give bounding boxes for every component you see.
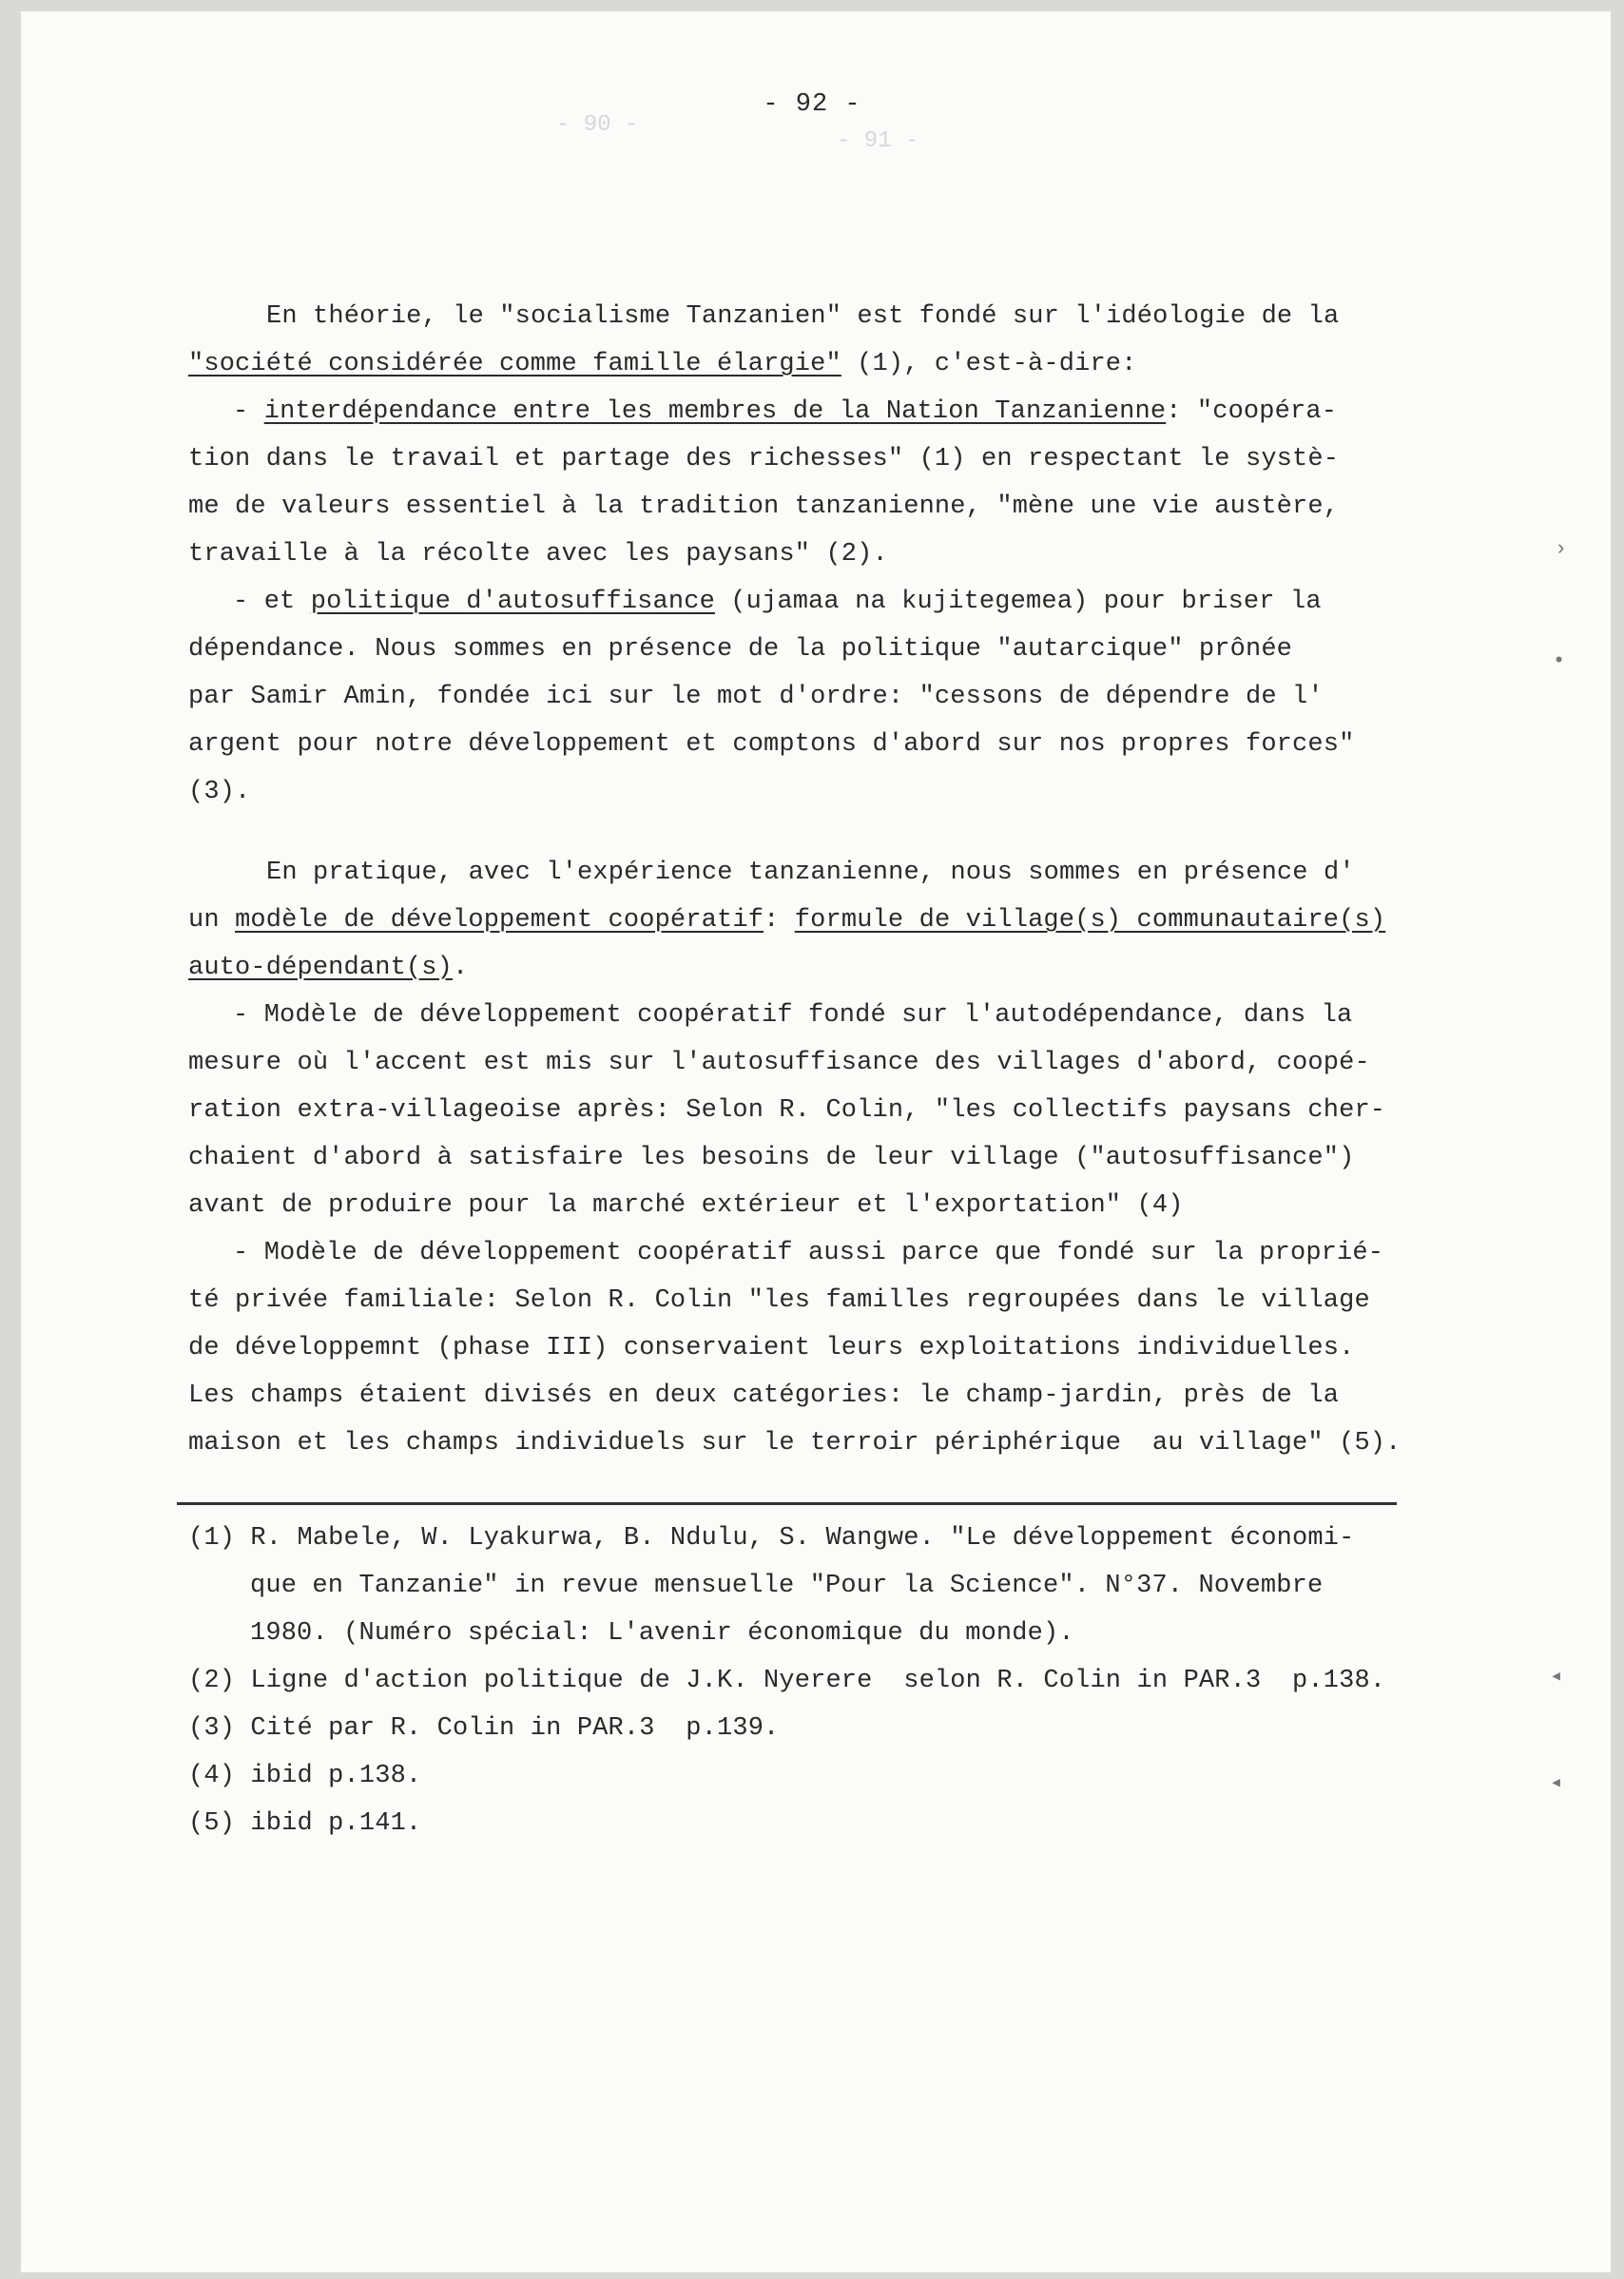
margin-speck: •	[1553, 649, 1566, 673]
footnote: (4) ibid p.138.	[188, 1762, 422, 1790]
body-line: de développemnt (phase III) conservaient leurs exploitations individuelles.	[188, 1334, 1355, 1362]
margin-speck: ◂	[1550, 1665, 1563, 1689]
underlined-term: politique d'autosuffisance	[310, 588, 715, 616]
body-line: En pratique, avec l'expérience tanzanienne, nous sommes en présence d'	[266, 859, 1355, 887]
body-line: - et politique d'autosuffisance (ujamaa na kujitegemea) pour briser la	[233, 588, 1322, 616]
body-line: tion dans le travail et partage des richesses" (1) en respectant le systè-	[188, 445, 1340, 473]
margin-speck: ›	[1555, 537, 1568, 561]
body-line: (3).	[188, 778, 251, 806]
body-line: travaille à la récolte avec les paysans" (2).	[188, 540, 888, 569]
body-line: dépendance. Nous sommes en présence de la politique "autarcique" prônée	[188, 635, 1293, 664]
underlined-term: "société considérée comme famille élargie"	[188, 350, 841, 378]
bleed-through-page-number: - 91 -	[837, 128, 919, 154]
body-line: - Modèle de développement coopératif aussi parce que fondé sur la proprié-	[233, 1239, 1384, 1267]
body-line: - Modèle de développement coopératif fondé sur l'autodépendance, dans la	[233, 1001, 1353, 1030]
margin-speck: ◂	[1550, 1771, 1563, 1795]
page-number: - 92 -	[763, 90, 861, 119]
body-line: té privée familiale: Selon R. Colin "les familles regroupées dans le village	[188, 1286, 1370, 1315]
underlined-term: interdépendance entre les membres de la Nation Tanzanienne	[263, 397, 1167, 426]
body-line: maison et les champs individuels sur le terroir périphérique au village" (5).	[188, 1429, 1402, 1458]
footnote: (1) R. Mabele, W. Lyakurwa, B. Ndulu, S. Wangwe. "Le développement économi-	[188, 1524, 1355, 1553]
body-line: argent pour notre développement et comptons d'abord sur nos propres forces"	[188, 730, 1355, 759]
body-line: - interdépendance entre les membres de la Nation Tanzanienne: "coopéra-	[233, 397, 1338, 426]
footnote: (3) Cité par R. Colin in PAR.3 p.139.	[188, 1714, 780, 1743]
underlined-term: modèle de développement coopératif	[235, 906, 764, 935]
body-line: avant de produire pour la marché extérieur et l'exportation" (4)	[188, 1191, 1184, 1220]
footnote: que en Tanzanie" in revue mensuelle "Pour la Science". N°37. Novembre	[250, 1572, 1324, 1600]
bleed-through-page-number: - 90 -	[556, 112, 639, 138]
body-line: auto-dépendant(s).	[188, 954, 469, 982]
body-line: chaient d'abord à satisfaire les besoins de leur village ("autosuffisance")	[188, 1144, 1355, 1172]
footnote: 1980. (Numéro spécial: L'avenir économique du monde).	[250, 1619, 1074, 1648]
footnote: (2) Ligne d'action politique de J.K. Nyerere selon R. Colin in PAR.3 p.138.	[188, 1667, 1386, 1695]
body-line: par Samir Amin, fondée ici sur le mot d'ordre: "cessons de dépendre de l'	[188, 683, 1324, 711]
underlined-term: auto-dépendant(s)	[188, 954, 453, 982]
body-line: "société considérée comme famille élargie" (1), c'est-à-dire:	[188, 350, 1137, 378]
body-line: mesure où l'accent est mis sur l'autosuffisance des villages d'abord, coopé-	[188, 1049, 1370, 1077]
footnote: (5) ibid p.141.	[188, 1809, 422, 1838]
body-line: En théorie, le "socialisme Tanzanien" est fondé sur l'idéologie de la	[266, 302, 1340, 331]
body-line: me de valeurs essentiel à la tradition tanzanienne, "mène une vie austère,	[188, 492, 1340, 521]
body-line: un modèle de développement coopératif: formule de village(s) communautaire(s)	[188, 906, 1386, 935]
underlined-term: formule de village(s) communautaire(s)	[794, 906, 1386, 935]
body-line: Les champs étaient divisés en deux catégories: le champ-jardin, près de la	[188, 1381, 1340, 1410]
body-line: ration extra-villageoise après: Selon R. Colin, "les collectifs paysans cher-	[188, 1096, 1386, 1125]
footnote-separator	[177, 1502, 1397, 1505]
